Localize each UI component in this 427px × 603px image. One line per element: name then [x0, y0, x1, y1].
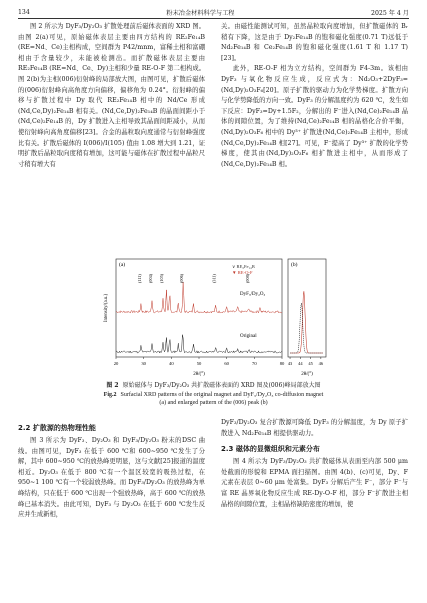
x-tick-label: 46 — [318, 361, 324, 366]
x-axis-label-a: 2θ/(°) — [193, 372, 205, 377]
x-tick-label: 43 — [287, 361, 293, 366]
caption-text-en-2: (a) and enlarged pattern of the (006) peak (b) — [159, 400, 268, 406]
header-rule — [18, 18, 409, 19]
paragraph: 此外，RE-O-F 相为立方结构，空间群为 F4-3m。该相由 DyF₃ 与氧化物反应生成，反应式为：Nd₂O₃+2DyF₃=(Nd,Dy)₂O₃F₆[20]。原子扩散的驱动力为化学势梯度。扩散方向与化学势降低的方向一致。DyF₃ 的分解温度约为 620 ℃，发生如下反应：DyF₃=Dy+1.5F₂，分解出的 F⁻进入(Nd,Ce)₂Fe₁₄B 晶体的间隙位置，为了维持(Nd,Ce)₂Fe₁₄B 相的晶格化合价平衡，(Nd,Dy)₂O₃F₆ 相中的 Dy³⁺ 扩散进(Nd,Ce)₂Fe₁₄B 主相中，形成(Nd,Ce,Dy)₂Fe₁₄B 相[27]。可见，F⁻提高了 Dy³⁺ 扩散的化学势梯度，使其由(Nd,Dy)₂O₃F₆ 相扩散进主相中，从而形成了(Nd,Ce,Dy)₂Fe₁₄B 相。 — [221, 65, 408, 168]
right-column-top — [221, 22, 408, 170]
panel-b-label: (b) — [291, 262, 298, 268]
peak-label: (111) — [136, 274, 142, 283]
xrd-figure — [100, 253, 330, 378]
paragraph: 图 2 所示为 DyF₃/Dy₂O₃ 扩散处理前后磁体表面的 XRD 图。由图 2(a)可见，原始磁体表层主要由四方结构的 RE₂Fe₁₄B (RE=Nd、Ce)主相构成，空间群为 P42/mnm，富稀土相和富硼相由于含量较少，未能被检测出。而扩散磁体表层主要由 RE₂Fe₁₄B (RE=Nd、Ce、Dy)主相和少量 RE-O-F 第二相构成。图 2(b)为主相(006)衍射峰的局部放大图，由图可见，扩散后磁体的(006)衍射峰向高角度方向偏移，偏移角为 0.24°。衍射峰的偏移与扩散过程中 Dy 取代 RE₂Fe₁₄B 相中的 Nd/Ce 形成(Nd,Ce,Dy)₂Fe₁₄B 相有关。(Nd,Ce,Dy)₂Fe₁₄B 的晶面间距小于(Nd,Ce)₂Fe₁₄B 的，Dy 扩散进入主相导致其晶面间距减小，从而使衍射峰向高角度偏移[23]。合金的晶粒取向度通常与衍射峰强度比有关。扩散后磁体的 I(006)/I(105) 值由 1.08 增大到 1.21，证明扩散后晶粒取向度稍有增加，这可能与磁体在扩散过程中晶粒尺寸稍有增大有 — [18, 23, 205, 168]
panel-b-frame — [288, 259, 326, 357]
peak-label: (008) — [244, 273, 250, 283]
journal-title: 粉末冶金材料科学与工程 — [166, 9, 235, 17]
panel-a-frame — [116, 259, 282, 357]
panel-a-label: (a) — [119, 262, 126, 268]
section-heading: 2.3 磁体的显微组织和元素分布 — [221, 445, 320, 454]
x-tick-label: 20 — [113, 361, 119, 366]
paragraph: 图 3 所示为 DyF₃、Dy₂O₃ 和 DyF₃/Dy₂O₃ 粉末的DSC 曲线。由图可见，DyF₃ 在低于 600 ℃和 600~950 ℃发生了分解，其中 600~950 ℃的放热峰更明显，这与文献[25]报道的温度相近。Dy₂O₃ 在低于 800 ℃有一个温区较宽的吸热过程，在 950~1 100 ℃有一个较弱放热峰。而 DyF₃/Dy₂O₃ 的放热峰为单峰结构，只在低于 600 ℃出现一个强放热峰，高于 600 ℃的放热峰已基本消失。由此可知，DyF₃ 与 Dy₂O₃ 在低于 600 ℃发生反应并生成新相， — [18, 437, 205, 519]
legend-main-phase: ∨ RE₂Fe₁₄B — [232, 264, 255, 269]
series-label-original: Original — [240, 334, 257, 339]
x-axis-label-b: 2θ/(°) — [301, 372, 313, 377]
caption-number-en: Fig.2 — [103, 392, 117, 398]
x-tick-label: 60 — [224, 361, 229, 366]
caption-number: 图 2 — [106, 382, 119, 389]
y-axis-label: Intensity/(a.u.) — [104, 293, 109, 323]
figure-caption-cn — [18, 382, 409, 391]
right-column-bottom — [221, 418, 408, 510]
legend-reof-phase: ▼ RE-O-F — [232, 270, 253, 275]
paragraph: 关。由磁性能测试可知，虽然晶粒取向度增加，但扩散磁体的 Bᵣ 稍有下降，这是由于 Dy₂Fe₁₄B 的饱和磁化强度(0.71 T)远低于 Nd₂Fe₁₄B 和 Ce₂Fe₁₄B 的饱和磁化强度(1.61 T 和 1.17 T)[23]。 — [221, 23, 408, 62]
x-tick-label: 80 — [279, 361, 285, 366]
x-ticks — [114, 357, 324, 366]
issue-date: 2025 年 4 月 — [371, 9, 409, 17]
x-tick-label: 45 — [308, 361, 313, 366]
caption-text-en: Surfacial XRD patterns of the original magnet and DyF₃/Dy₂O₃ co-diffusion magnet — [120, 392, 324, 398]
peak-label: (006) — [179, 273, 185, 283]
peak-label: (311) — [211, 274, 217, 283]
xrd-plot — [100, 253, 330, 378]
caption-text: 原始磁体与 DyF₃/Dy₂O₃ 共扩散磁体表面的 XRD 图及(006)峰局部放大图 — [122, 382, 321, 389]
x-tick-label: 40 — [169, 361, 174, 366]
page-number: 134 — [18, 8, 30, 16]
peak-label: (105) — [159, 273, 165, 283]
left-column-bottom — [18, 418, 205, 521]
x-tick-label: 70 — [252, 361, 257, 366]
x-tick-label: 44 — [298, 361, 303, 366]
peak-label: (004) — [147, 273, 153, 283]
section-heading: 2.2 扩散源的热物理性能 — [18, 424, 96, 432]
series-treated-line — [116, 282, 282, 313]
x-tick-label: 50 — [196, 361, 202, 366]
figure-caption-en-line2 — [18, 399, 409, 408]
paragraph: 图 4 所示为 DyF₃/Dy₂O₃ 共扩散磁体从表面至内部 500 μm 处截面的形貌和 EPMA 面扫描图。由图 4(b)、(c)可见，Dy、F 元素在表层 0~60 μm 处富集。DyF₃ 分解后产生 F⁻，部分 F⁻与富 RE 晶界氧化物反应生成 RE-Dy-O-F 相，部分 F⁻扩散进主相晶格的间隙位置，主相晶格缺陷密度的增加，使 — [221, 458, 408, 508]
page-header — [18, 6, 409, 18]
zoom-treated-line — [290, 291, 323, 353]
series-label-treated: DyF₃/Dy₂O₃ — [240, 292, 266, 297]
x-tick-label: 30 — [141, 361, 146, 366]
left-column-top — [18, 22, 205, 170]
paragraph: DyF₃/Dy₂O₃ 复合扩散源可降低 DyF₃ 的分解温度，为 Dy 原子扩散进入 Nd₂Fe₁₄B 相提供驱动力。 — [221, 419, 408, 437]
series-original-line — [116, 335, 282, 353]
xrd-patterns — [116, 282, 323, 353]
